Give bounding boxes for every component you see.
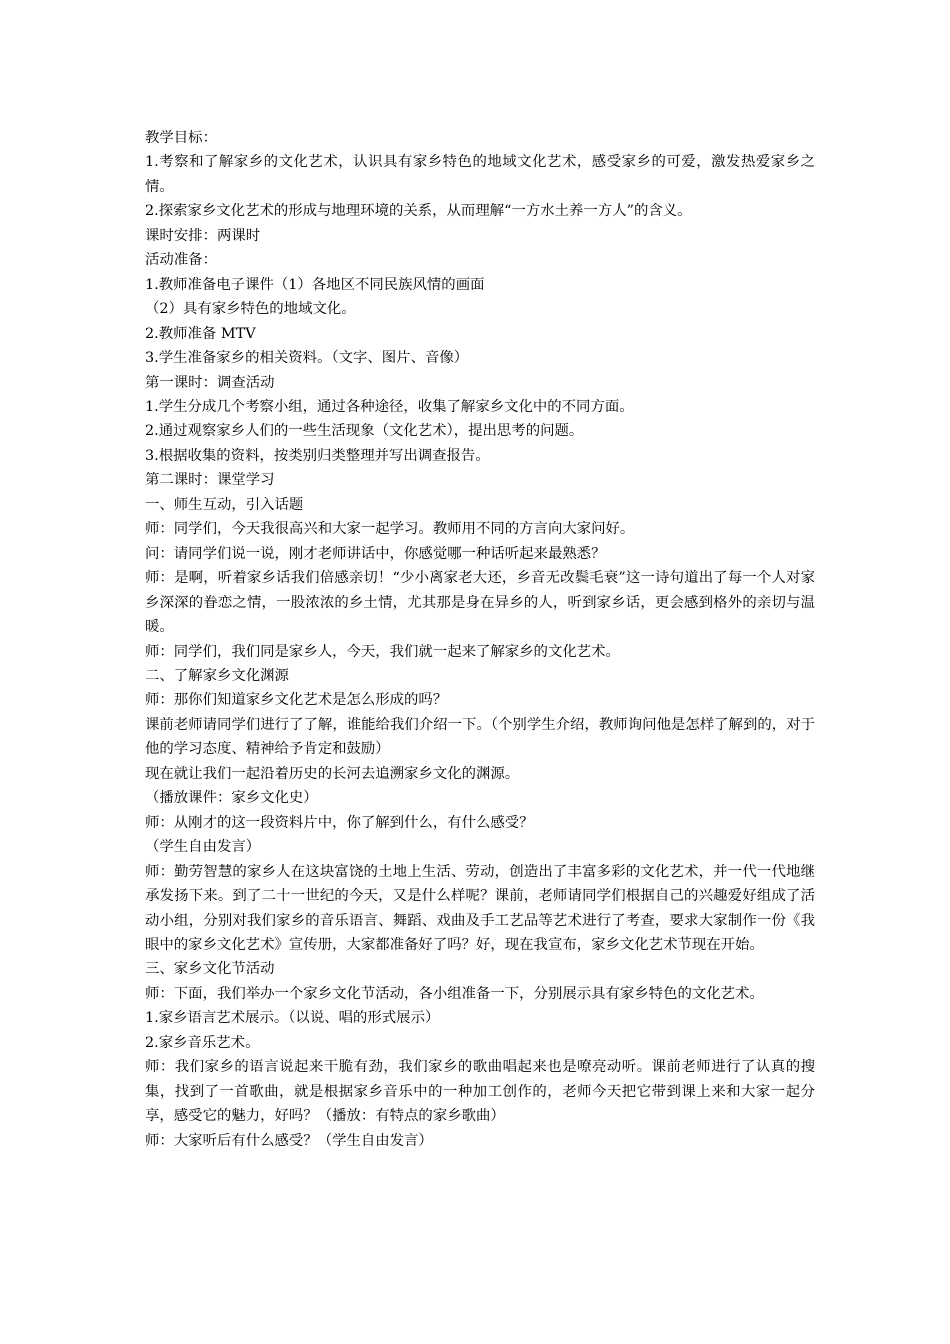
paragraph: 师：勤劳智慧的家乡人在这块富饶的土地上生活、劳动，创造出了丰富多彩的文化艺术，并一代一代地继承发扬下来。到了二十一世纪的今天，又是什么样呢？课前，老师请同学们根据自己的兴趣爱好组成了活动小组，分别对我们家乡的音乐语言、舞蹈、戏曲及手工艺品等艺术进行了考查，要求大家制作一份《我眼中的家乡文化艺术》宣传册，大家都准备好了吗？好，现在我宣布，家乡文化艺术节现在开始。 — [145, 863, 815, 953]
schedule-line: 课时安排：两课时 — [145, 227, 261, 244]
paragraph: 师：从刚才的这一段资料片中，你了解到什么，有什么感受？ — [145, 814, 534, 831]
section-heading-goals: 教学目标： — [145, 130, 217, 146]
preparation-3: 3.学生准备家乡的相关资料。（文字、图片、音像） — [145, 350, 469, 367]
paragraph: 现在就让我们一起沿着历史的长河去追溯家乡文化的渊源。 — [145, 765, 520, 782]
section-heading-preparation: 活动准备： — [145, 252, 217, 269]
lesson-1-step-1: 1.学生分成几个考察小组，通过各种途径，收集了解家乡文化中的不同方面。 — [145, 398, 634, 415]
part-3-heading: 三、家乡文化节活动 — [145, 961, 275, 978]
paragraph: 师：是啊，听着家乡话我们倍感亲切！“少小离家老大还，乡音无改鬓毛衰”这一诗句道出了每一个人对家乡深深的眷恋之情，一股浓浓的乡土情，尤其那是身在异乡的人，听到家乡话，更会感到格外的亲切与温暖。 — [145, 570, 815, 636]
lesson-1-heading: 第一课时：调查活动 — [145, 374, 275, 391]
paragraph: 问：请同学们说一说，刚才老师讲话中，你感觉哪一种话听起来最熟悉？ — [145, 545, 606, 562]
paragraph: 课前老师请同学们进行了了解，谁能给我们介绍一下。（个别学生介绍，教师询问他是怎样了解到的，对于他的学习态度、精神给予肯定和鼓励） — [145, 716, 815, 758]
part-2-heading: 二、了解家乡文化渊源 — [145, 667, 289, 684]
paragraph: 2.家乡音乐艺术。 — [145, 1034, 260, 1051]
goal-2: 2.探索家乡文化艺术的形成与地理环境的关系，从而理解“一方水土养一方人”的含义。 — [145, 203, 692, 220]
goal-1: 1.考察和了解家乡的文化艺术，认识具有家乡特色的地域文化艺术，感受家乡的可爱，激发热爱家乡之情。 — [145, 154, 815, 195]
document-body — [145, 126, 815, 1153]
paragraph: 师：那你们知道家乡文化艺术是怎么形成的吗？ — [145, 692, 448, 709]
lesson-1-step-2: 2.通过观察家乡人们的一些生活现象（文化艺术），提出思考的问题。 — [145, 423, 584, 440]
paragraph: 师：同学们，我们同是家乡人，今天，我们就一起来了解家乡的文化艺术。 — [145, 643, 620, 660]
preparation-1-sub: （2）具有家乡特色的地域文化。 — [145, 301, 356, 318]
paragraph: 1.家乡语言艺术展示。（以说、唱的形式展示） — [145, 1010, 440, 1027]
part-1-heading: 一、师生互动，引入话题 — [145, 496, 304, 513]
paragraph: （播放课件：家乡文化史） — [145, 790, 318, 807]
paragraph: 师：下面，我们举办一个家乡文化节活动，各小组准备一下，分别展示具有家乡特色的文化艺术。 — [145, 985, 764, 1002]
paragraph: 师：我们家乡的语言说起来干脆有劲，我们家乡的歌曲唱起来也是嘹亮动听。课前老师进行了认真的搜集，找到了一首歌曲，就是根据家乡音乐中的一种加工创作的，老师今天把它带到课上来和大家一起分享，感受它的魅力，好吗？（播放：有特点的家乡歌曲） — [145, 1059, 815, 1125]
lesson-1-step-3: 3.根据收集的资料，按类别归类整理并写出调查报告。 — [145, 447, 490, 464]
lesson-2-heading: 第二课时：课堂学习 — [145, 472, 275, 489]
paragraph: 师：大家听后有什么感受？（学生自由发言） — [145, 1132, 433, 1149]
preparation-2: 2.教师准备 MTV — [145, 325, 256, 342]
preparation-1: 1.教师准备电子课件（1）各地区不同民族风情的画面 — [145, 276, 485, 293]
paragraph: （学生自由发言） — [145, 839, 261, 856]
paragraph: 师：同学们，今天我很高兴和大家一起学习。教师用不同的方言向大家问好。 — [145, 521, 635, 538]
